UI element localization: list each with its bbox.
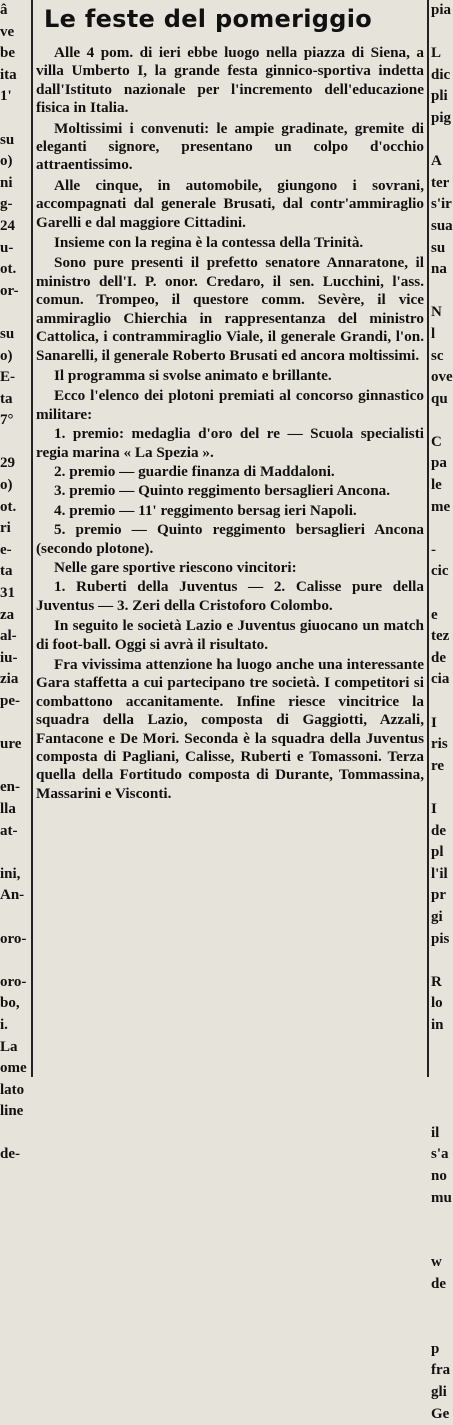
paragraph-relay: Fra vivissima attenzione ha luogo anche una interessante Gara staffetta a cui partecipano tre società. I competitori si combattono accanitamente. Infine riesce vincitrice la squadra della Lazio, composta di Gaggiotti, Azzali, Fantacone e De Mori. Seconda è la squadra della Juventus composta di Pagliani, Calisse, Ruberti e Tomassoni. Terza quella della Fortitudo composta di Durante, Tommassina, Massarini e Visconti. [36, 656, 424, 802]
paragraph-7: Ecco l'elenco dei plotoni premiati al concorso ginnastico militare: [36, 387, 424, 423]
right-column-line [431, 130, 450, 152]
prize-1: 1. premio: medaglia d'oro del re — Scuola specialisti regia marina « La Spezia ». [36, 425, 424, 461]
paragraph-winners-intro: Nelle gare sportive riescono vincitori: [54, 558, 297, 576]
left-column-line [0, 432, 30, 454]
left-column-line: 1' [0, 88, 12, 105]
left-column-line: oro- [0, 930, 27, 947]
paragraph-match: In seguito le società Lazio e Juventus giuocano un match di foot-ball. Oggi si avrà il risultato. [36, 617, 424, 653]
left-column-line: za [0, 606, 15, 623]
left-column-line: o) [0, 347, 13, 364]
right-column-line: - [431, 541, 436, 558]
right-column-line: ris [431, 736, 448, 753]
right-column-line: ove [431, 369, 453, 386]
left-column-line: at- [0, 822, 18, 839]
right-column-line: de [431, 1276, 446, 1293]
left-column-line: lato [0, 1081, 25, 1098]
left-column-line [0, 842, 30, 864]
left-column-line: e- [0, 541, 12, 558]
right-column-line: dic [431, 66, 451, 83]
right-column-line [431, 1080, 450, 1102]
right-column-line [431, 950, 450, 972]
right-column-line: lo [431, 995, 443, 1012]
paragraph-4: Insieme con la regina è la contessa della Trinità. [54, 234, 364, 252]
right-column-line: sua [431, 217, 453, 234]
right-column-line: s'ir [431, 196, 452, 213]
left-column-line: de- [0, 1146, 20, 1163]
right-column-line [431, 777, 450, 799]
right-column-line: pl [431, 844, 444, 861]
paragraph-winners: 1. Ruberti della Juventus — 2. Calisse pure della Juventus — 3. Zeri della Cristoforo Colombo. [36, 578, 424, 614]
right-column-line: e [431, 606, 438, 623]
left-column-line: ot. [0, 261, 17, 278]
left-column-line: ot. [0, 498, 17, 515]
left-column-line: be [0, 45, 15, 62]
paragraph-6: Il programma si svolse animato e brillante. [54, 366, 332, 384]
left-column-line: ve [0, 23, 15, 40]
right-column-line: pa [431, 455, 447, 472]
right-column-line: de [431, 822, 446, 839]
right-column-line: ter [431, 174, 450, 191]
right-column-line [431, 691, 450, 713]
left-column-line: line [0, 1103, 24, 1120]
right-column-line: fra [431, 1362, 451, 1379]
left-column-line: su [0, 131, 15, 148]
left-column-fragments [0, 0, 30, 1163]
left-column-line: u- [0, 239, 14, 256]
left-column-line: al- [0, 628, 17, 645]
right-column-line: pis [431, 930, 450, 947]
left-column-line: i. [0, 1016, 8, 1033]
left-column-line: â [0, 2, 8, 18]
right-column-line: pr [431, 887, 446, 904]
left-column-line [0, 950, 30, 972]
left-column-line: ini, [0, 865, 21, 882]
right-column-line: re [431, 757, 445, 774]
left-column-line: su [0, 325, 15, 342]
left-column-line [0, 756, 30, 778]
right-column-line: qu [431, 390, 448, 407]
right-column-line [431, 281, 450, 303]
left-column-line: or- [0, 282, 19, 299]
right-column-line: pli [431, 88, 448, 105]
left-column-line: o) [0, 153, 13, 170]
right-column-line: pia [431, 2, 452, 18]
article [36, 2, 424, 805]
right-column-line [431, 1037, 450, 1059]
left-column-line: ta [0, 390, 13, 407]
left-column-line: ure [0, 736, 22, 753]
left-column-line: iu- [0, 649, 18, 666]
right-column-line: no [431, 1168, 447, 1185]
paragraph-2: Moltissimi i convenuti: le ampie gradinate, gremite di eleganti signore, presentano un colpo d'occhio attraentissimo. [36, 119, 424, 174]
left-column-line: ome [0, 1060, 27, 1077]
right-column-line: s'a [431, 1146, 449, 1163]
right-column-line [431, 1317, 450, 1339]
right-column-line: w [431, 1254, 442, 1271]
left-column-line: 29 [0, 455, 15, 472]
right-column-line: sc [431, 347, 444, 364]
left-column-line: La [0, 1038, 18, 1055]
prize-5: 5. premio — Quinto reggimento bersaglieri Ancona (secondo plotone). [36, 521, 424, 557]
right-column-line: pig [431, 109, 452, 126]
right-column-line [431, 1058, 450, 1080]
left-column-line: ri [0, 520, 11, 537]
left-column-line: ni [0, 174, 13, 191]
right-column-line: p [431, 1340, 440, 1357]
right-column-line: tez [431, 628, 450, 645]
right-column-line [431, 22, 450, 44]
right-column-line: l'il [431, 865, 448, 882]
left-column-line: 24 [0, 217, 15, 234]
right-column-line: N [431, 304, 442, 321]
right-column-line: mu [431, 1189, 452, 1206]
right-column-line: gi [431, 908, 443, 925]
prize-2: 2. premio — guardie finanza di Maddaloni. [54, 462, 335, 480]
paragraph-1: Alle 4 pom. di ieri ebbe luogo nella piazza di Siena, a villa Umberto I, la grande festa ginnico-sportiva indetta dall'Istituto nazionale per l'incremento dell'educazione fisica in Italia. [36, 44, 424, 117]
left-column-line: g- [0, 196, 13, 213]
left-column-line: bo, [0, 995, 20, 1012]
right-column-line [431, 583, 450, 605]
left-column-line: pe- [0, 693, 20, 709]
left-column-line: lla [0, 800, 16, 817]
right-column-line [431, 1296, 450, 1318]
right-column-line: de [431, 649, 446, 666]
left-column-line [0, 108, 30, 130]
right-column-line [431, 410, 450, 432]
left-column-line: 7° [0, 412, 14, 429]
right-column-line [431, 1231, 450, 1253]
left-column-line: oro- [0, 973, 27, 990]
right-column-line: cia [431, 671, 450, 688]
column-rule-left [31, 0, 33, 1077]
left-column-line: 31 [0, 585, 15, 602]
right-column-line: gli [431, 1384, 447, 1400]
right-column-line: A [431, 153, 442, 170]
right-column-line: il [431, 1124, 440, 1141]
right-column-line: C [431, 433, 442, 450]
right-column-line: su [431, 239, 446, 256]
right-column-line: na [431, 261, 447, 278]
left-column-line: E- [0, 369, 15, 386]
left-column-line [0, 713, 30, 735]
left-column-line [0, 907, 30, 929]
right-column-line: R [431, 973, 442, 990]
right-column-line: l [431, 325, 436, 342]
paragraph-3: Alle cinque, in automobile, giungono i sovrani, accompagnati dal generale Brusati, dal contr'ammiraglio Garelli e dal maggiore Cittadini. [36, 176, 424, 231]
right-column-line: in [431, 1016, 444, 1033]
left-column-line [0, 302, 30, 324]
left-column-line [0, 1123, 30, 1145]
left-column-line: ta [0, 563, 13, 580]
right-column-line: Ge [431, 1405, 450, 1422]
left-column-line: zia [0, 671, 19, 688]
right-column-line: cic [431, 563, 449, 580]
article-headline: Le feste del pomeriggio [44, 5, 373, 33]
right-column-line [431, 518, 450, 540]
right-column-line [431, 1101, 450, 1123]
right-column-line [431, 1209, 450, 1231]
left-column-line: ita [0, 66, 17, 83]
left-column-line: en- [0, 779, 20, 796]
prize-4: 4. premio — 11' reggimento bersag ieri Napoli. [54, 501, 357, 519]
left-column-line: An- [0, 887, 25, 904]
right-column-line: L [431, 45, 442, 62]
right-column-line: le [431, 477, 442, 494]
right-column-fragments [431, 0, 453, 1422]
paragraph-5: Sono pure presenti il prefetto senatore Annaratone, il ministro dell'I. P. onor. Credaro, il sen. Lucchini, l'ass. comun. Trompeo, il questore comm. Sevère, il vice ammiraglio Chierchia in rappresentanza del ministro Cattolica, i contrammiraglio Viale, il generale Grandi, l'on. Sanarelli, il generale Roberto Brusati ed ancora moltissimi. [36, 254, 424, 364]
column-rule-right [427, 0, 429, 1077]
right-column-line: I [431, 800, 437, 817]
right-column-line: me [431, 498, 451, 515]
prize-3: 3. premio — Quinto reggimento bersaglieri Ancona. [54, 482, 391, 500]
left-column-line: o) [0, 477, 13, 494]
right-column-line: I [431, 714, 437, 731]
